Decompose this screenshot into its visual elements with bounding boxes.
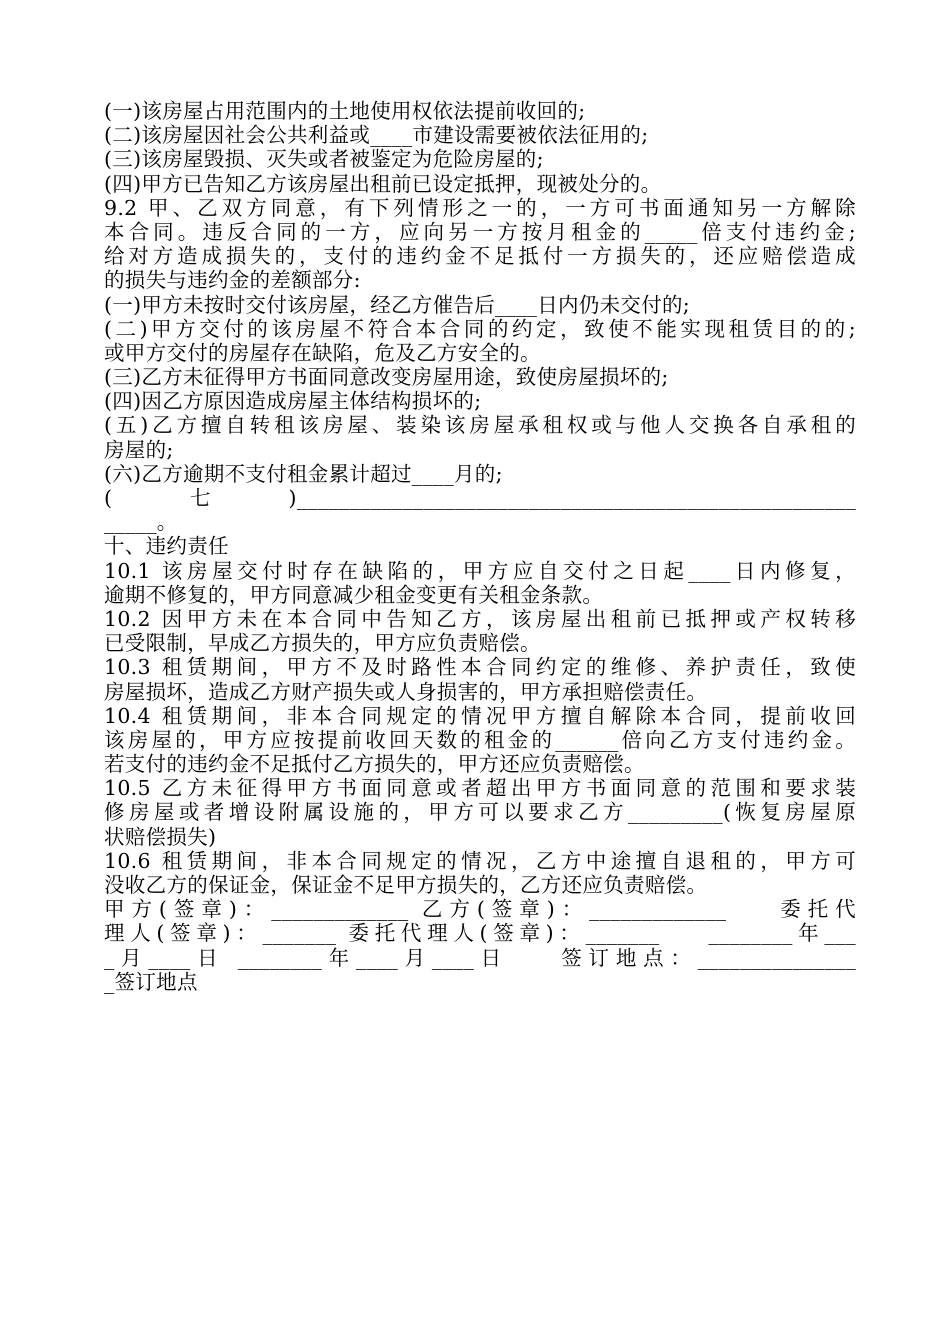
clause-line: (四)甲方已告知乙方该房屋出租前已设定抵押，现被处分的。 [104, 171, 662, 196]
signature-line: _月____日 ________年____月____日 签订地点：_______________ [104, 945, 856, 970]
clause-9-2-line: 本合同。违反合同的一方，应向另一方按月租金的_____倍支付违约金; [104, 219, 856, 244]
signature-line: 理人(签章)：_______ 委托代理人(签章)：_______ ________年___ [104, 921, 856, 946]
clause-10-5-line: 状赔偿损失) [104, 824, 217, 849]
clause-10-4-line: 10.4 租赁期间，非本合同规定的情况甲方擅自解除本合同，提前收回 [104, 703, 856, 728]
clause-9-2-line: 给对方造成损失的，支付的违约金不足抵付一方损失的，还应赔偿造成 [104, 244, 856, 269]
clause-10-6-line: 10.6 租赁期间，非本合同规定的情况，乙方中途擅自退租的，甲方可 [104, 848, 856, 873]
clause-line: (二)甲方交付的该房屋不符合本合同的约定，致使不能实现租赁目的的; [104, 316, 856, 341]
clause-line: (一)该房屋占用范围内的土地使用权依法提前收回的; [104, 99, 586, 123]
clause-line: 或甲方交付的房屋存在缺陷，危及乙方安全的。 [104, 340, 541, 365]
clause-9-2-line: 的损失与违约金的差额部分: [104, 268, 361, 293]
clause-line: (四)因乙方原因造成房屋主体结构损坏的; [104, 389, 482, 414]
clause-line: (六)乙方逾期不支付租金累计超过____月的; [104, 461, 503, 486]
clause-10-2-line: 已受限制，早成乙方损失的，甲方应负责赔偿。 [104, 631, 541, 656]
clause-10-5-line: 修房屋或者增设附属设施的，甲方可以要求乙方_________(恢复房屋原 [104, 800, 856, 825]
clause-10-1-line: 逾期不修复的，甲方同意减少租金变更有关租金条款。 [104, 582, 604, 607]
clause-10-1-line: 10.1 该房屋交付时存在缺陷的，甲方应自交付之日起____日内修复， [104, 558, 856, 583]
clause-line: (五)乙方擅自转租该房屋、装染该房屋承租权或与他人交换各自承租的 [104, 413, 856, 438]
contract-page [104, 99, 856, 994]
clause-10-6-line: 没收乙方的保证金，保证金不足甲方损失的，乙方还应负责赔偿。 [104, 873, 708, 897]
clause-line: (三)乙方未征得甲方书面同意改变房屋用途，致使房屋损坏的; [104, 365, 669, 390]
clause-line: (七)_____________________________________________________ [104, 486, 856, 510]
clause-9-2-line: 9.2 甲、乙双方同意，有下列情形之一的，一方可书面通知另一方解除 [104, 195, 856, 220]
clause-10-4-line: 该房屋的，甲方应按提前收回天数的租金的______倍向乙方支付违约金。 [104, 727, 856, 752]
clause-line: (二)该房屋因社会公共利益或____市建设需要被依法征用的; [104, 123, 649, 148]
signature-line: _签订地点 [104, 969, 198, 994]
section-heading: 十、违约责任 [104, 534, 229, 559]
clause-line: (三)该房屋毁损、灭失或者被鉴定为危险房屋的; [104, 147, 544, 172]
clause-10-2-line: 10.2 因甲方未在本合同中告知乙方，该房屋出租前已抵押或产权转移 [104, 606, 856, 631]
clause-line: (一)甲方未按时交付该房屋，经乙方催告后____日内仍未交付的; [104, 292, 691, 317]
signature-line: 甲方(签章)：_____________ 乙方(签章)：_____________ 委托代 [104, 897, 856, 922]
clause-10-3-line: 10.3 租赁期间，甲方不及时路性本合同约定的维修、养护责任，致使 [104, 655, 856, 680]
clause-10-3-line: 房屋损坏，造成乙方财产损失或人身损害的，甲方承担赔偿责任。 [104, 679, 708, 704]
clause-line: _____。 [104, 510, 178, 535]
clause-line: 房屋的; [104, 437, 174, 462]
clause-10-5-line: 10.5 乙方未征得甲方书面同意或者超出甲方书面同意的范围和要求装 [104, 776, 856, 801]
clause-10-4-line: 若支付的违约金不足抵付乙方损失的，甲方还应负责赔偿。 [104, 752, 645, 777]
